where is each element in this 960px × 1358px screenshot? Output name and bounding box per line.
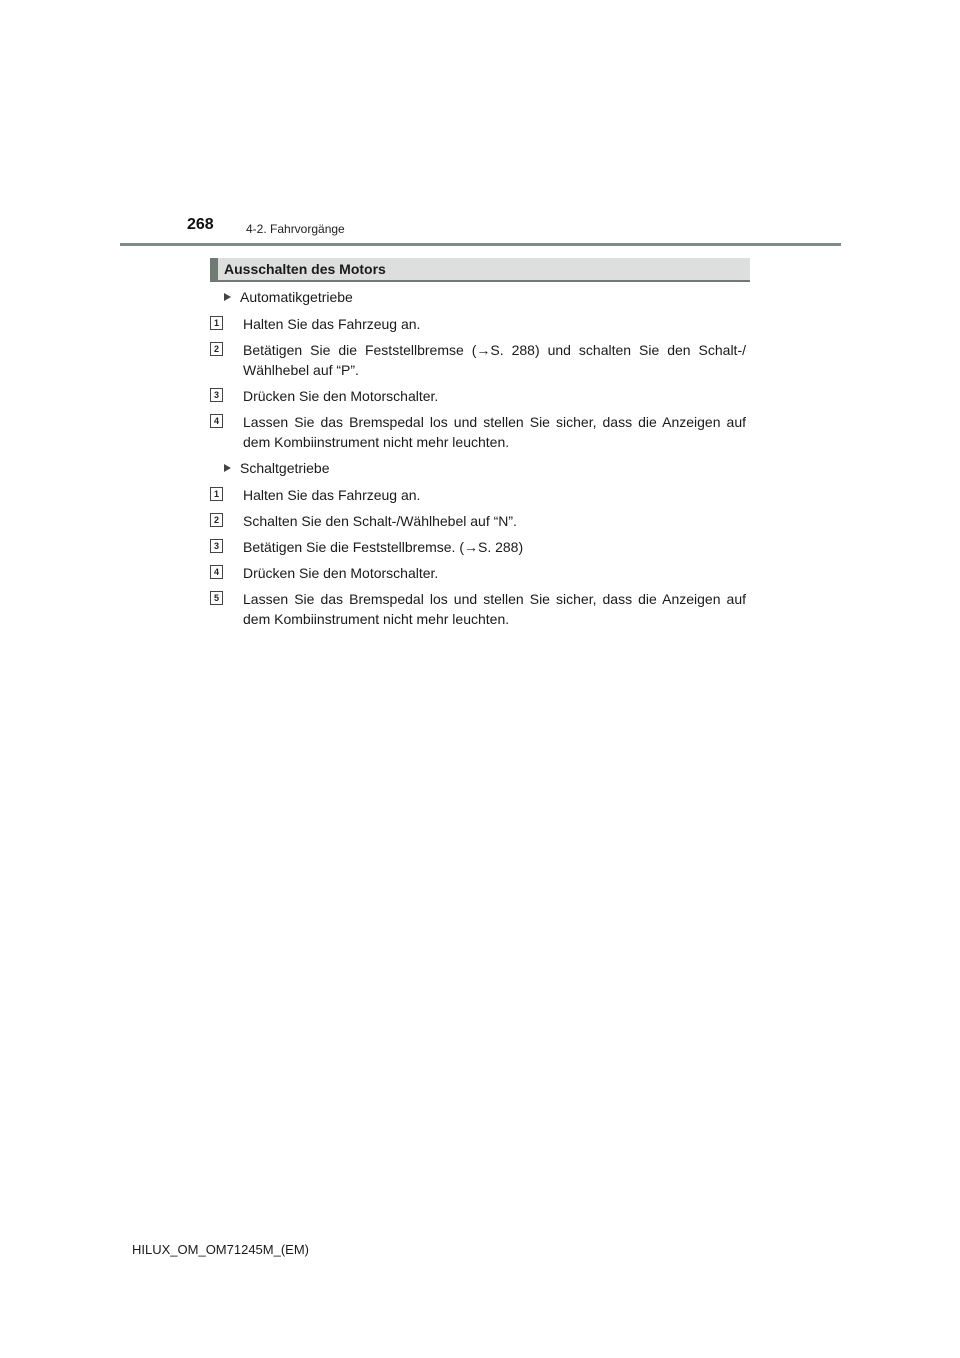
step-number-badge: 1 [210,316,223,330]
step-item [210,386,746,406]
step-text: Lassen Sie das Bremspedal los und stellen Sie sicher, dass die Anzeigen auf dem Kombiinstrument nicht mehr leuchten. [243,591,746,627]
subhead-manual [224,460,330,476]
step-number-badge: 4 [210,565,223,579]
arrow-right-icon [224,293,231,301]
step-item [210,537,746,557]
section-header [210,258,750,282]
step-item [210,589,746,629]
step-number-badge: 4 [210,414,223,428]
step-number-badge: 3 [210,388,223,402]
step-text: Halten Sie das Fahrzeug an. [243,487,421,503]
subhead-label: Schaltgetriebe [240,460,330,476]
page-number: 268 [187,216,214,233]
step-item [210,485,746,505]
step-number-badge: 1 [210,487,223,501]
step-item [210,563,746,583]
step-text: Drücken Sie den Motorschalter. [243,388,439,404]
subhead-label: Automatikgetriebe [240,289,353,305]
step-number-badge: 5 [210,591,223,605]
section-title: Ausschalten des Motors [224,261,386,277]
step-number-badge: 2 [210,513,223,527]
step-number-badge: 3 [210,539,223,553]
step-text: Halten Sie das Fahrzeug an. [243,316,421,332]
section-header-bar [210,258,218,280]
subhead-automatic [224,289,353,305]
footer-code: HILUX_OM_OM71245M_(EM) [132,1242,309,1257]
step-item [210,511,746,531]
step-text: Drücken Sie den Motorschalter. [243,565,439,581]
step-text: Betätigen Sie die Feststellbremse (→S. 288) und schalten Sie den Schalt-/ Wählhebel auf “P”. [243,342,746,378]
header-rule [120,243,841,246]
step-text: Lassen Sie das Bremspedal los und stellen Sie sicher, dass die Anzeigen auf dem Kombiinstrument nicht mehr leuchten. [243,414,746,450]
step-text: Betätigen Sie die Feststellbremse. (→S. 288) [243,539,524,555]
section-label: 4-2. Fahrvorgänge [246,222,345,236]
step-item [210,314,746,334]
step-item [210,340,746,380]
step-item [210,412,746,452]
step-text: Schalten Sie den Schalt-/Wählhebel auf “N”. [243,513,517,529]
step-number-badge: 2 [210,342,223,356]
arrow-right-icon [224,464,231,472]
